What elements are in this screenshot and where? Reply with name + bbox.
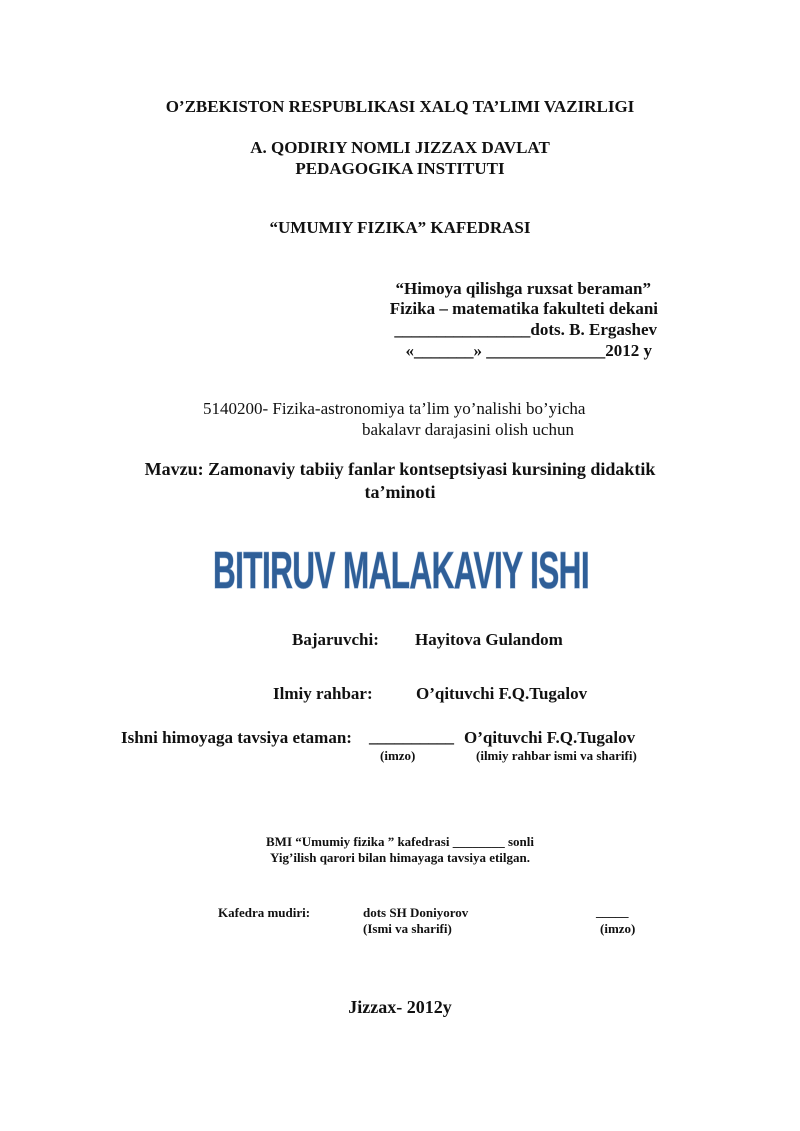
topic-line2: ta’minoti bbox=[364, 482, 436, 502]
approval-date-line: «_______» ______________2012 y bbox=[405, 341, 652, 360]
performer-name: Hayitova Gulandom bbox=[415, 630, 563, 649]
degree-line1: 5140200- Fizika-astronomiya ta’lim yo’nalishi bo’yicha bbox=[203, 399, 586, 418]
approval-permission: “Himoya qilishga ruxsat beraman” bbox=[395, 279, 651, 298]
head-of-dept-name-caption: (Ismi va sharifi) bbox=[363, 921, 452, 936]
recommend-label: Ishni himoyaga tavsiya etaman: bbox=[121, 728, 352, 747]
place-and-year: Jizzax- 2012y bbox=[348, 997, 452, 1017]
institute-name-line2: PEDAGOGIKA INSTITUTI bbox=[295, 159, 505, 178]
head-of-dept-sign-blank: _____ bbox=[596, 904, 629, 919]
institute-name-line1: A. QODIRIY NOMLI JIZZAX DAVLAT bbox=[250, 138, 550, 157]
performer-label: Bajaruvchi: bbox=[292, 630, 379, 649]
ministry-heading: O’ZBEKISTON RESPUBLIKASI XALQ TA’LIMI VAZIRLIGI bbox=[165, 97, 635, 116]
approval-dean-signature: ________________dots. B. Ergashev bbox=[394, 320, 657, 339]
supervisor-label: Ilmiy rahbar: bbox=[273, 684, 373, 703]
degree-line2: bakalavr darajasini olish uchun bbox=[362, 420, 574, 439]
recommend-signature-blank: __________ bbox=[369, 727, 454, 746]
topic-line1: Mavzu: Zamonaviy tabiiy fanlar kontseptsiyasi kursining didaktik bbox=[144, 459, 656, 479]
supervisor-name: O’qituvchi F.Q.Tugalov bbox=[416, 684, 588, 703]
thesis-title-wordart bbox=[213, 538, 589, 600]
approval-dean-title: Fizika – matematika fakulteti dekani bbox=[389, 299, 658, 318]
recommend-name: O’qituvchi F.Q.Tugalov bbox=[464, 728, 636, 747]
department-heading: “UMUMIY FIZIKA” KAFEDRASI bbox=[269, 218, 531, 237]
recommend-sign-caption: (imzo) bbox=[380, 748, 416, 763]
recommend-name-caption: (ilmiy rahbar ismi va sharifi) bbox=[476, 748, 637, 763]
head-of-dept-label: Kafedra mudiri: bbox=[218, 905, 311, 920]
decision-line2: Yig’ilish qarori bilan himayaga tavsiya etilgan. bbox=[269, 850, 531, 865]
head-of-dept-name: dots SH Doniyorov bbox=[363, 905, 469, 920]
thesis-title-text: BITIRUV MALAKAVIY ISHI bbox=[213, 542, 589, 600]
decision-line1: BMI “Umumiy fizika ” kafedrasi ________ sonli bbox=[266, 834, 534, 849]
head-of-dept-sign-caption: (imzo) bbox=[600, 921, 636, 936]
